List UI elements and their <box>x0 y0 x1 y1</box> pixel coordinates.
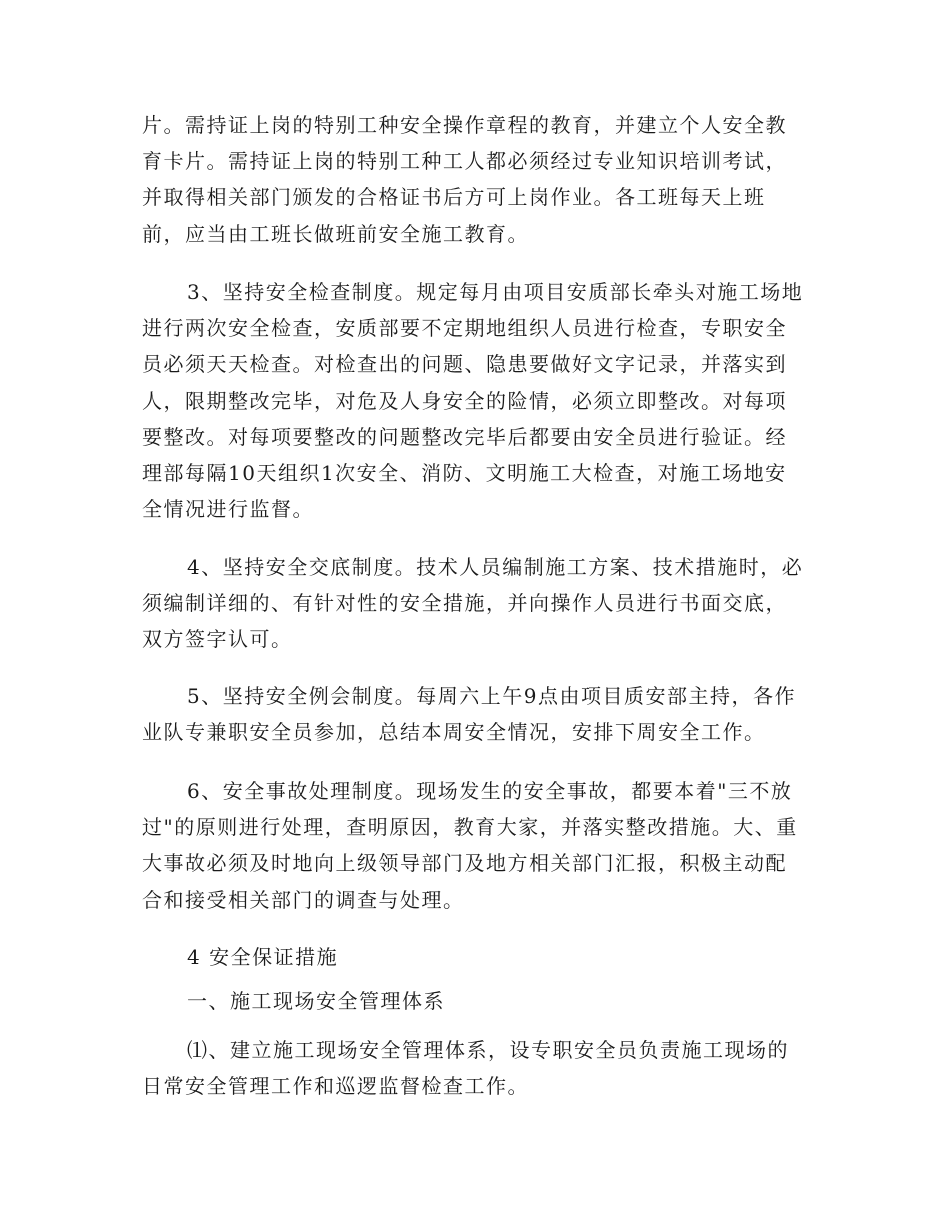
section-heading-safety-measures: 4 安全保证措施 <box>187 945 339 969</box>
subsection-heading-management-system: 一、施工现场安全管理体系 <box>187 989 445 1013</box>
paragraph-inspection-system: 3、坚持安全检查制度。规定每月由项目安质部长牵头对施工场地 进行两次安全检查，安质部要不定期地组织人员进行检查，专职安全 员必须天天检查。对检查出的问题、隐患要做好文字记录，并落实到 人，限期整改完毕，对危及人身安全的险情，必须立即整改。对每项 要整改。对每项要整改的问题整改完毕后都要由安全员进行验证。经 理部每隔10天组织1次安全、消防、文明施工大检查，对施工场地安 全情况进行监督。 <box>142 280 804 522</box>
paragraph-continuation: 片。需持证上岗的特别工种安全操作章程的教育，并建立个人安全教 育卡片。需持证上岗的特别工种工人都必须经过专业知识培训考试， 并取得相关部门颁发的合格证书后方可上岗作业。各工班每天上班 前，应当由工班长做班前安全施工教育。 <box>142 113 787 246</box>
paragraph-meeting-system: 5、坚持安全例会制度。每周六上午9点由项目质安部主持，各作 业队专兼职安全员参加，总结本周安全情况，安排下周安全工作。 <box>142 684 796 745</box>
paragraph-accident-system: 6、安全事故处理制度。现场发生的安全事故，都要本着"三不放 过"的原则进行处理，查明原因，教育大家，并落实整改措施。大、重 大事故必须及时地向上级领导部门及地方相关部门汇报，积极主动配 合和接受相关部门的调查与处理。 <box>142 779 798 912</box>
paragraph-briefing-system: 4、坚持安全交底制度。技术人员编制施工方案、技术措施时，必 须编制详细的、有针对性的安全措施，并向操作人员进行书面交底， 双方签字认可。 <box>142 555 804 652</box>
paragraph-establish-system: ⑴、建立施工现场安全管理体系，设专职安全员负责施工现场的 日常安全管理工作和巡逻监督检查工作。 <box>142 1038 789 1099</box>
